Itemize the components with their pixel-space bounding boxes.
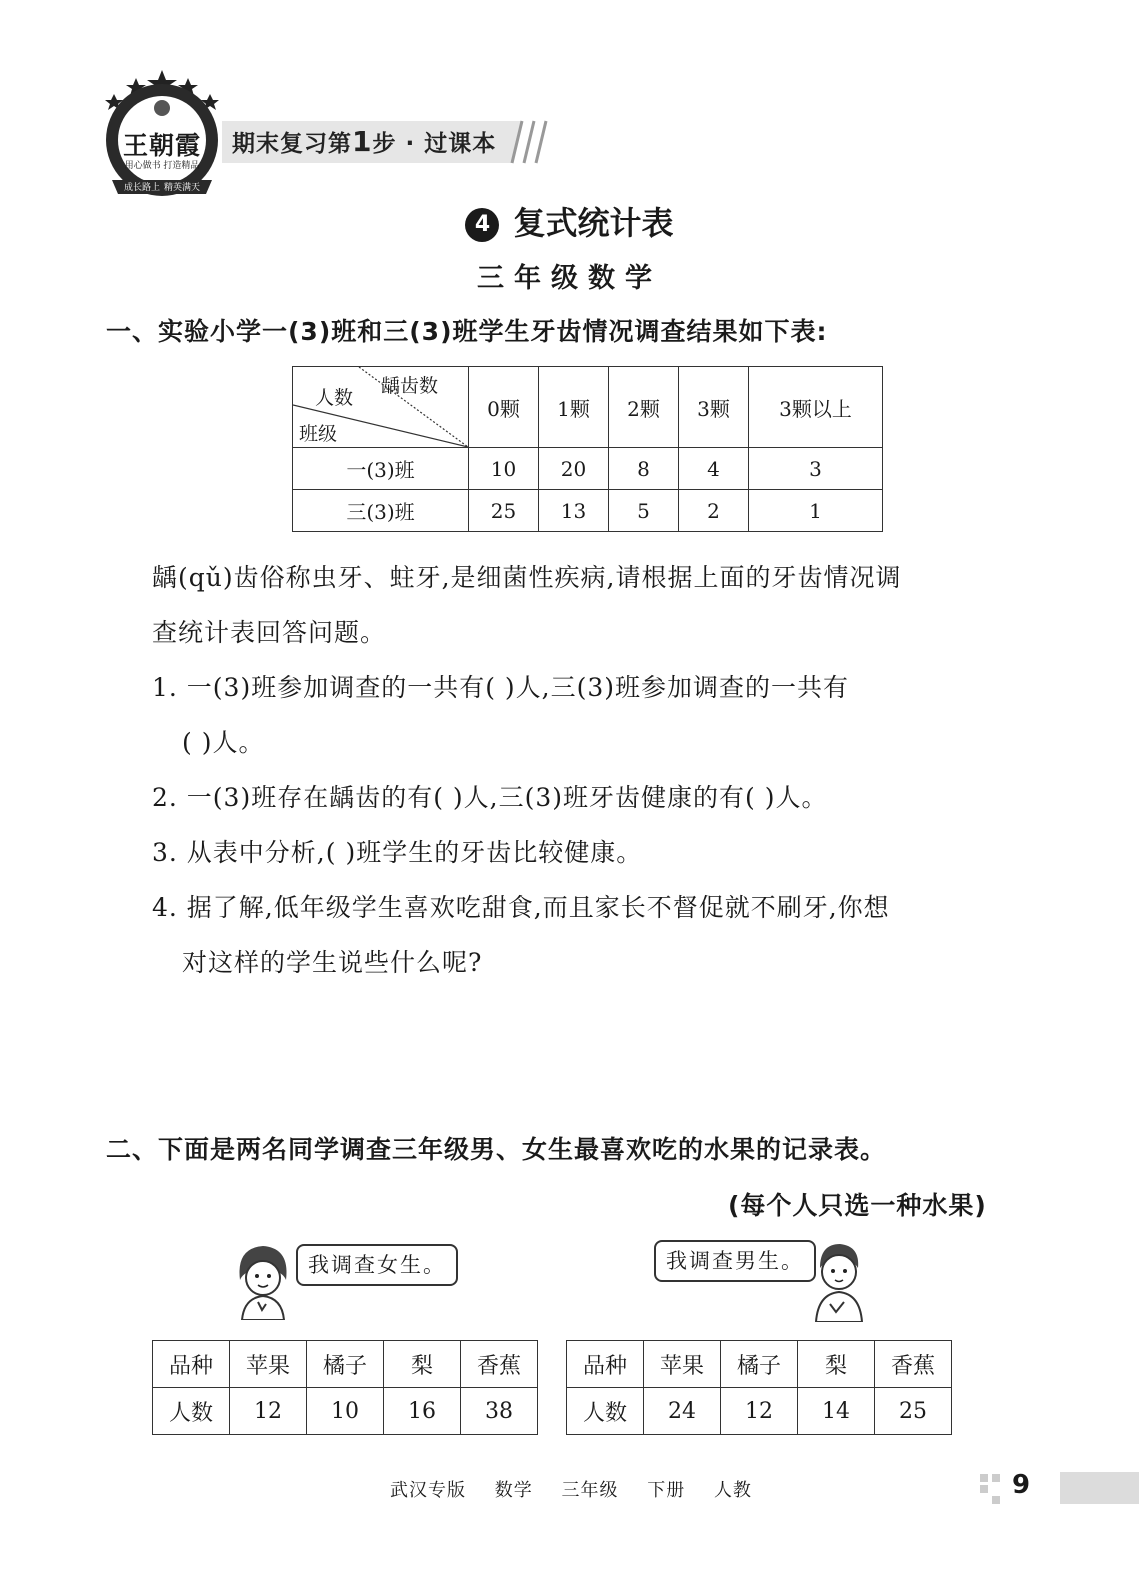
- banner-prefix: 期末复习第: [232, 131, 352, 157]
- table-cell: 5: [609, 490, 679, 532]
- section2-heading: 二、下面是两名同学调查三年级男、女生最喜欢吃的水果的记录表。: [106, 1135, 887, 1164]
- column-header: 2颗: [609, 367, 679, 448]
- footer-item: 三年级: [561, 1480, 619, 1501]
- table-cell: 8: [609, 448, 679, 490]
- column-header: 1颗: [539, 367, 609, 448]
- intro-line-2: 查统计表回答问题。: [152, 618, 387, 647]
- question-1-line-2: ( )人。: [182, 728, 265, 757]
- table-header-cell: 梨: [384, 1341, 461, 1388]
- table-cell: 25: [875, 1388, 952, 1435]
- table-cell: 24: [644, 1388, 721, 1435]
- table-header-cell: 橘子: [307, 1341, 384, 1388]
- row-label: 三(3)班: [293, 490, 469, 532]
- corner-label-people: 人数: [315, 387, 354, 409]
- table-header-cell: 品种: [153, 1341, 230, 1388]
- table-cell: 38: [461, 1388, 538, 1435]
- table-header-cell: 橘子: [721, 1341, 798, 1388]
- table-cell: 10: [469, 448, 539, 490]
- corner-label-cavities: 龋齿数: [381, 375, 439, 397]
- table-cell: 1: [749, 490, 883, 532]
- girl-speech-bubble: 我调查女生。: [296, 1244, 458, 1286]
- banner-step: 1: [352, 125, 373, 158]
- table-header-cell: 品种: [567, 1341, 644, 1388]
- logo-motto: 用心做书 打造精品: [124, 161, 200, 171]
- footer-item: 武汉专版: [390, 1480, 466, 1501]
- page-corner-pattern-icon: [980, 1472, 1002, 1506]
- banner-text: [232, 124, 496, 160]
- logo-motto-left: 成长路上: [123, 183, 160, 193]
- table-header-cell: 梨: [798, 1341, 875, 1388]
- logo-motto-right: 精英满天: [163, 183, 200, 193]
- table-cell: 10: [307, 1388, 384, 1435]
- table-cell: 14: [798, 1388, 875, 1435]
- page-subtitle: 三年级数学: [477, 263, 662, 294]
- boy-student-icon: [808, 1238, 868, 1322]
- title-number-badge: 4: [465, 208, 499, 242]
- column-header: 3颗以上: [749, 367, 883, 448]
- girls-fruit-table: [152, 1340, 538, 1435]
- table-corner-header: [293, 367, 469, 448]
- table-cell: 12: [721, 1388, 798, 1435]
- boy-speech-bubble: 我调查男生。: [654, 1240, 816, 1282]
- question-4-line-1: 4. 据了解,低年级学生喜欢吃甜食,而且家长不督促就不刷牙,你想: [152, 893, 890, 922]
- column-header: 3颗: [679, 367, 749, 448]
- footer-info: [390, 1476, 774, 1502]
- table-cell: 人数: [567, 1388, 644, 1435]
- table-header-cell: 香蕉: [461, 1341, 538, 1388]
- page-number: 9: [1012, 1470, 1031, 1500]
- page-title: [0, 198, 1139, 244]
- girl-student-icon: [232, 1240, 294, 1320]
- table-cell: 20: [539, 448, 609, 490]
- corner-label-class: 班级: [299, 423, 338, 445]
- table-cell: 12: [230, 1388, 307, 1435]
- table-row: [293, 490, 883, 532]
- table-cell: 3: [749, 448, 883, 490]
- teeth-survey-table: [292, 366, 883, 532]
- row-label: 一(3)班: [293, 448, 469, 490]
- question-2: 2. 一(3)班存在龋齿的有( )人,三(3)班牙齿健康的有( )人。: [152, 783, 828, 812]
- page-tab-bar: [1060, 1472, 1139, 1504]
- table-header-cell: 香蕉: [875, 1341, 952, 1388]
- intro-line-1: 龋(qǔ)齿俗称虫牙、蛀牙,是细菌性疾病,请根据上面的牙齿情况调: [152, 563, 902, 592]
- table-cell: 2: [679, 490, 749, 532]
- question-1-line-1: 1. 一(3)班参加调查的一共有( )人,三(3)班参加调查的一共有: [152, 673, 850, 702]
- table-cell: 16: [384, 1388, 461, 1435]
- publisher-logo: [100, 68, 224, 198]
- title-text: 复式统计表: [513, 204, 674, 242]
- footer-item: 人教: [713, 1480, 752, 1501]
- question-4-line-2: 对这样的学生说些什么呢?: [182, 948, 483, 977]
- section1-heading: 一、实验小学一(3)班和三(3)班学生牙齿情况调查结果如下表:: [106, 317, 828, 346]
- banner-suffix: 步 · 过课本: [372, 131, 497, 157]
- table-cell: 13: [539, 490, 609, 532]
- question-3: 3. 从表中分析,( )班学生的牙齿比较健康。: [152, 838, 643, 867]
- section2-note: (每个人只选一种水果): [728, 1191, 987, 1220]
- table-header-cell: 苹果: [230, 1341, 307, 1388]
- logo-name: 王朝霞: [122, 131, 201, 160]
- footer-item: 下册: [647, 1480, 686, 1501]
- boys-fruit-table: [566, 1340, 952, 1435]
- table-row: [293, 448, 883, 490]
- table-cell: 25: [469, 490, 539, 532]
- table-cell: 4: [679, 448, 749, 490]
- table-header-cell: 苹果: [644, 1341, 721, 1388]
- table-cell: 人数: [153, 1388, 230, 1435]
- column-header: 0颗: [469, 367, 539, 448]
- footer-item: 数学: [494, 1480, 533, 1501]
